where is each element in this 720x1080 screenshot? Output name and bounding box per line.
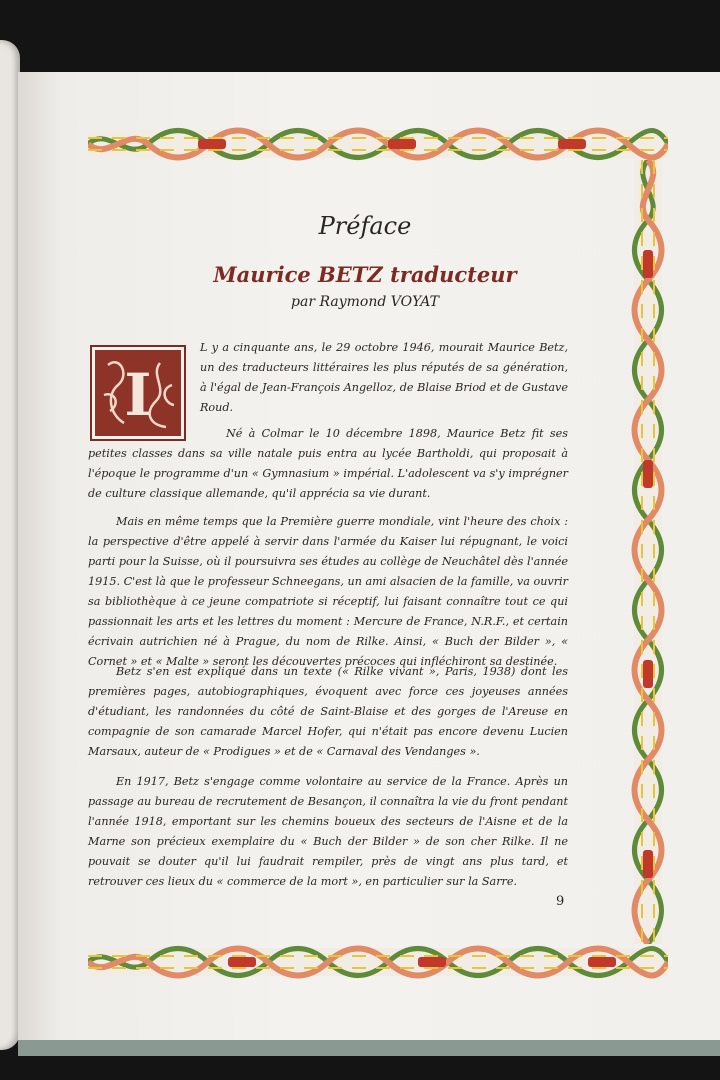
paragraph-3: Mais en même temps que la Première guerre mondiale, vint l'heure des choix : la perspective d'être appelé à servir dans l'armée du Kaiser lui répugnant, le voici parti pour la Suisse, où il poursuivra ses études au collège de Neuchâtel dès l'année 1915. C'est là que le professeur Schneegans, un ami alsacien de la famille, va ouvrir sa bibliothèque à ce jeune compatriote si réceptif, lui faisant connaître tout ce qui passionnait les arts et les lettres du moment : Mercure de France, N.R.F., et certain écrivain autrichien né à Prague, du nom de Rilke. Ainsi, « Buch der Bilder », « Cornet » et « Malte » seront les découvertes précoces qui infléchiront sa destinée.: [88, 515, 568, 668]
previous-page-edge: [0, 40, 20, 1050]
byline: par Raymond VOYAT: [291, 294, 439, 310]
paragraph-1: L y a cinquante ans, le 29 octobre 1946, mourait Maurice Betz, un des traducteurs littéraires les plus réputés de sa génération, à l'égal de Jean-François Angelloz, de Blaise Briod et de Gustave Roud.: [200, 341, 568, 414]
paragraph-5: En 1917, Betz s'engage comme volontaire au service de la France. Après un passage au bureau de recrutement de Besançon, il connaîtra la vie du front pendant l'année 1918, emportant sur les chemins boueux des secteurs de l'Aisne et de la Marne son précieux exemplaire du « Buch der Bilder » de son cher Rilke. Il ne pouvait se douter qu'il lui faudrait rempiler, près de vingt ans plus tard, et retrouver ces lieux du « commerce de la mort », en particulier sur la Sarre.: [88, 775, 568, 888]
page-number: 9: [556, 894, 565, 909]
ornamental-border-right: [628, 160, 668, 944]
paragraph-4: Betz s'en est expliqué dans un texte (« Rilke vivant », Paris, 1938) dont les premières pages, autobiographiques, évoquent avec force ces joyeuses années d'étudiant, les randonnées du côté de Saint-Blaise et des gorges de l'Areuse en compagnie de son camarade Marcel Hofer, qui n'était pas encore devenu Lucien Marsaux, auteur de « Prodigues » et de « Carnaval des Vendanges ».: [88, 665, 568, 758]
dropcap-letter: I: [124, 361, 152, 429]
paragraph-2: Né à Colmar le 10 décembre 1898, Maurice Betz fit ses petites classes dans sa ville natale puis entra au lycée Bartholdi, qui proposait à l'époque le programme d'un « Gymnasium » impérial. L'adolescent va s'y imprégner de culture classique allemande, qu'il apprécia sa vie durant.: [88, 427, 568, 500]
page-underside: [18, 1040, 720, 1056]
ornamental-border-top: [88, 124, 668, 164]
ornamental-border-bottom: [88, 942, 668, 982]
page-title: Préface: [318, 212, 412, 240]
chapter-heading: Maurice BETZ traducteur: [213, 262, 517, 287]
